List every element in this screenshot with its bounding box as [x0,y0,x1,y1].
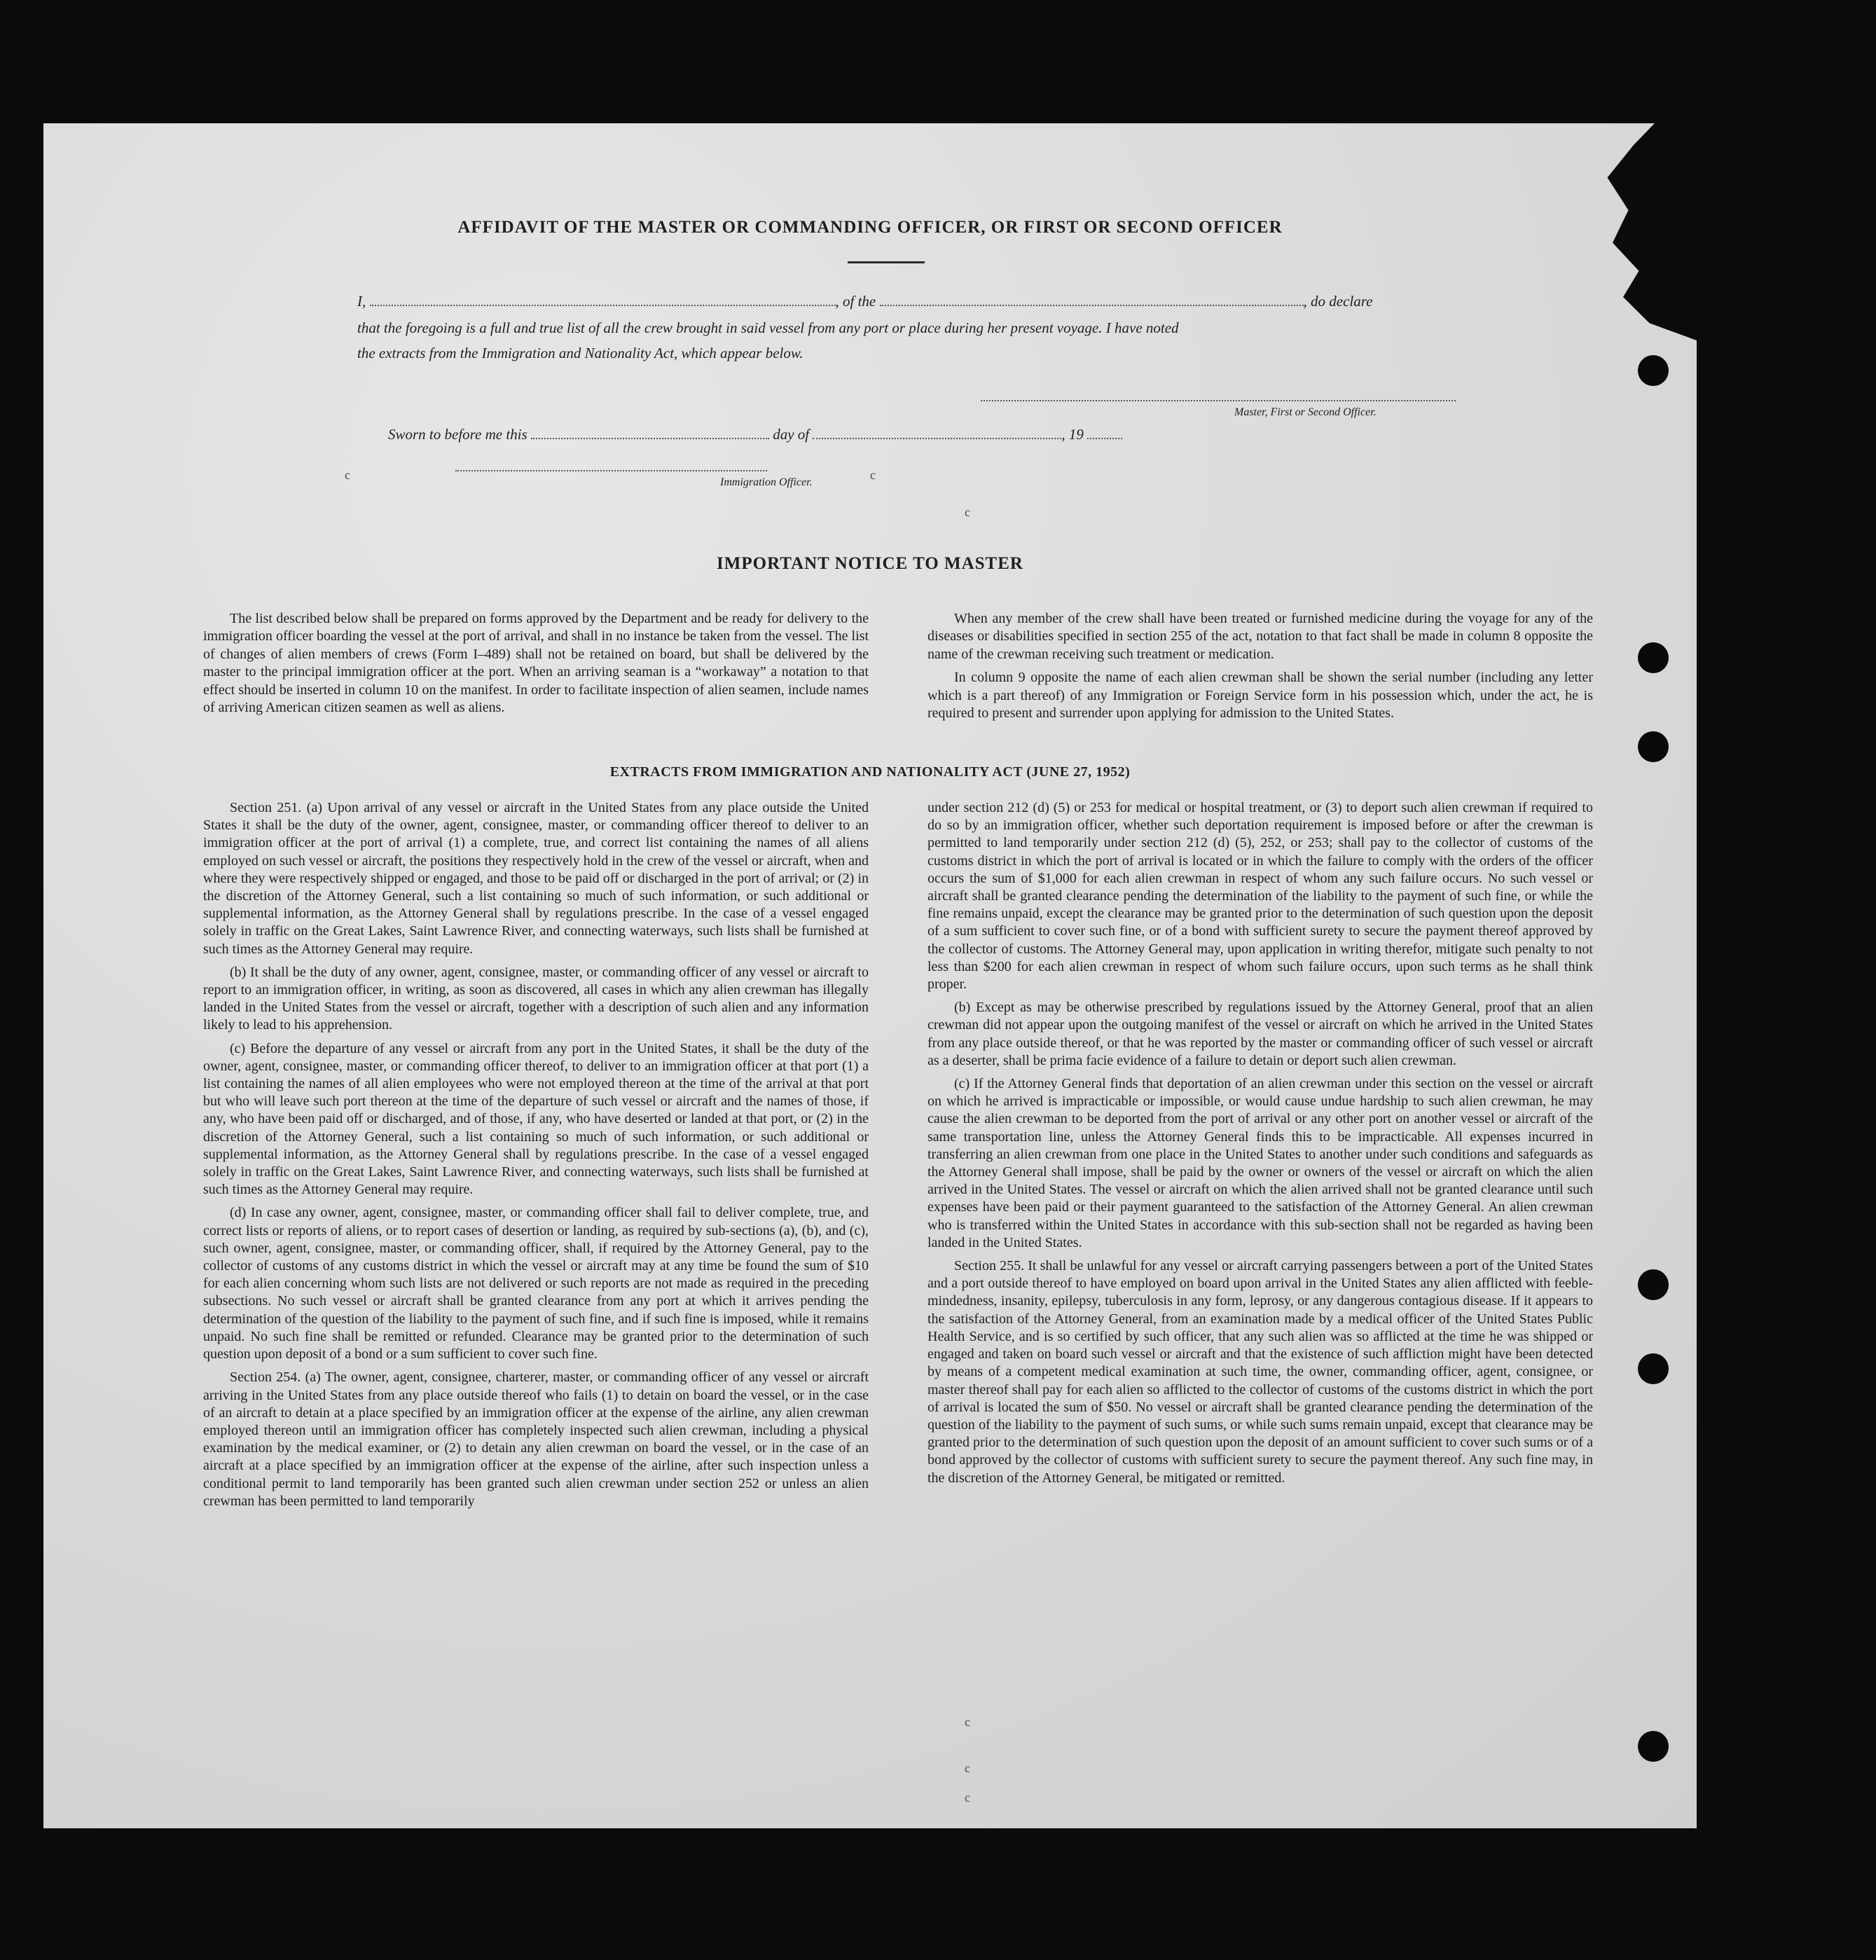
extract-section-251c: (c) Before the departure of any vessel or aircraft from any port in the United States, it shall be the duty of the owner, agent, consignee, master, or commanding officer thereof, to deliver to an immigration officer at that port (1) a list containing the names of all alien employees who were not employed thereon at the time of the arrival at that port but who will leave such port thereon at the time of the departure of such vessel or aircraft and the names of those, if any, who have been paid off or discharged, and of those, if any, who have deserted or landed at that port, or (2) in the discretion of the Attorney General, such a list containing so much of such information, or such additional or supplemental information, as the Attorney General shall by regulations prescribe. In the case of a vessel engaged solely in traffic on the Great Lakes, Saint Lawrence River, and connecting waterways, such lists shall be furnished at such times as the Attorney General may require. [203,1040,869,1198]
declaration-line [357,293,1506,310]
declaration-text-2: that the foregoing is a full and true list of all the crew brought in said vessel from any port or place during her present voyage. I have noted [357,319,1179,336]
extracts-title: EXTRACTS FROM IMMIGRATION AND NATIONALITY ACT (JUNE 27, 1952) [609,764,1131,780]
bleed-mark: c [965,505,970,519]
bleed-mark: c [345,468,350,482]
notice-left-paragraph: The list described below shall be prepared on forms approved by the Department and be ready for delivery to the immigration officer boarding the vessel at the port of arrival, and shall in no instance be taken from the vessel. The list of changes of alien members of crews (Form I–489) shall not be retained on board, but shall be delivered by the master to the principal immigration officer at the port. When an arriving seaman is a “workaway” a notation to that effect should be inserted in column 10 on the manifest. In order to facilitate inspection of alien seamen, include names of arriving American citizen seamen as well as aliens. [203,611,869,716]
officer-signature-field[interactable] [455,470,767,471]
binder-hole [1638,731,1669,762]
vessel-name-field[interactable] [880,295,1304,306]
declarant-name-field[interactable] [370,295,836,306]
bleed-mark: c [965,1761,970,1775]
declare-label: , do declare [1303,293,1373,310]
notice-title: IMPORTANT NOTICE TO MASTER [717,554,1023,573]
notice-right-paragraph-2: In column 9 opposite the name of each alien crewman shall be shown the serial number (including any letter which is a part thereof) of any Immigration or Foreign Service form in his possession which, under the act, he is required to present and surrender upon applying for admission to the United States. [927,670,1593,722]
declarant-label: I, [357,293,366,310]
extracts-right-column [927,799,1593,1493]
sworn-month-field[interactable] [813,428,1061,439]
notice-right-column [927,610,1593,728]
extract-section-251a: Section 251. (a) Upon arrival of any vessel or aircraft in the United States from any place outside the United States it shall be the duty of the owner, agent, consignee, master, or commanding officer thereof to deliver to an immigration officer at the port of arrival (1) a complete, true, and correct list containing the names of all aliens employed on such vessel or aircraft, the positions they respectively hold in the crew of the vessel or aircraft, when and where they were respectively shipped or engaged, and those to be paid off or discharged in the port of arrival; or (2) in the discretion of the Attorney General, such a list containing so much of such information, or such additional or supplemental information, as the Attorney General shall by regulations prescribe. In the case of a vessel engaged solely in traffic on the Great Lakes, Saint Lawrence River, and connecting waterways, such lists shall be furnished at such times as the Attorney General may require. [203,800,869,957]
affidavit-title: AFFIDAVIT OF THE MASTER OR COMMANDING OFFICER, OR FIRST OR SECOND OFFICER [457,218,1283,237]
notice-right-paragraph-1: When any member of the crew shall have been treated or furnished medicine during the voyage for any of the diseases or disabilities specified in section 255 of the act, notation to that fact shall be made in column 8 opposite the name of the crewman receiving such treatment or medication. [927,611,1593,662]
sworn-day-of-label: day of [773,426,810,443]
binder-hole [1638,642,1669,673]
master-caption: Master, First or Second Officer. [1234,406,1377,418]
binder-hole [1638,355,1669,386]
binder-hole [1638,1269,1669,1300]
extract-section-254a-continued: under section 212 (d) (5) or 253 for medical or hospital treatment, or (3) to deport such alien crewman if required to do so by an immigration officer, whether such deportation requirement is imposed before or after the crewman is permitted to land temporarily under section 212 (d) (5), 252, or 253; shall pay to the collector of customs of the customs district in which the port of arrival is located or in which the failure to comply with the orders of the officer occurs the sum of $1,000 for each alien crewman in respect of whom any such failure occurs. No such vessel or aircraft shall be granted clearance pending the determination of the liability to the payment of such fine, or while the fine remains unpaid, except the clearance may be granted prior to the determination of such question upon the deposit of a sum sufficient to cover such fine, or of a bond with sufficient surety to secure the payment thereof approved by the collector of customs. The Attorney General may, upon application in writing therefor, mitigate such penalty to not less than $200 for each alien crewman in respect of whom such failure occurs, upon such terms as he shall think proper. [927,800,1593,993]
bleed-mark: c [965,1790,970,1804]
extract-section-255: Section 255. It shall be unlawful for any vessel or aircraft carrying passengers between a port of the United States and a port outside thereof to have employed on board upon arrival in the United States any alien afflicted with feeble-mindedness, insanity, epilepsy, tuberculosis in any form, leprosy, or any dangerous contagious disease. If it appears to the satisfaction of the Attorney General, from an examination made by a medical officer of the United States Public Health Service, and is so certified by such officer, that any such alien was so afflicted at the time he was shipped or engaged and taken on board such vessel or aircraft and that the existence of such affliction might have been detected by means of a competent medical examination at such time, the owner, commanding officer, agent, consignee, or master thereof shall pay for each alien so afflicted to the collector of customs of the customs district in which the port of arrival is located the sum of $50. No vessel or aircraft shall be granted clearance pending the determination of the question of the liability to the payment of such sums, or while such sums remain unpaid, except that clearance may be granted prior to the determination of such question upon the deposit of an amount sufficient to cover such sums or of a bond approved by the collector of customs with sufficient surety to secure the payment thereof. Any such fine may, in the discretion of the Attorney General, be mitigated or remitted. [927,1258,1593,1486]
binder-hole [1638,1731,1669,1762]
notice-left-column [203,610,869,722]
extract-section-251b: (b) It shall be the duty of any owner, agent, consignee, master, or commanding officer of any vessel or aircraft to report to an immigration officer, in writing, as soon as discovered, all cases in which any alien crewman has illegally landed in the United States from the vessel or aircraft, together with a description of such alien and any information likely to lead to his apprehension. [203,964,869,1033]
sworn-day-field[interactable] [531,428,769,439]
sworn-year-label: , 19 [1061,426,1084,443]
bleed-mark: c [870,468,876,482]
master-signature-field[interactable] [981,400,1456,401]
title-rule [848,261,925,263]
sworn-line [388,426,1229,443]
vessel-label: , of the [835,293,876,310]
bleed-mark: c [965,1715,970,1729]
extract-section-254b: (b) Except as may be otherwise prescribed by regulations issued by the Attorney General, proof that an alien crewman did not appear upon the outgoing manifest of the vessel or aircraft on which he arrived in the United States from any place outside thereof, or that he was reported by the master or commanding officer of such vessel or aircraft as a deserter, shall be prima facie evidence of a failure to detain or deport such alien crewman. [927,1000,1593,1068]
extract-section-254c: (c) If the Attorney General finds that deportation of an alien crewman under this section on the vessel or aircraft on which he arrived is impracticable or impossible, or would cause undue hardship to such alien crewman, he may cause the alien crewman to be deported from the port of arrival or any other port on another vessel or aircraft of the same transportation line, unless the Attorney General finds this to be impracticable. All expenses incurred in transferring an alien crewman from one place in the United States to another under such conditions and safeguards as the Attorney General shall impose, shall be paid by the owner or owners of the vessel or aircraft on which the alien arrived in the United States. The vessel or aircraft on which the alien arrived shall not be granted clearance until such expenses have been paid or their payment guaranteed to the satisfaction of the Attorney General. An alien crewman who is transferred within the United States in accordance with this sub-section shall not be regarded as having been landed in the United States. [927,1076,1593,1250]
officer-caption: Immigration Officer. [720,476,813,488]
sworn-year-field[interactable] [1087,428,1122,439]
document-page [43,123,1697,1828]
extract-section-251d: (d) In case any owner, agent, consignee, master, or commanding officer shall fail to deliver complete, true, and correct lists or reports of aliens, or to report cases of desertion or landing, as required by sub-sections (a), (b), and (c), such owner, agent, consignee, master, or commanding officer, shall, if required by the Attorney General, pay to the collector of customs of any customs district in which the vessel or aircraft may at any time be found the sum of $10 for each alien concerning whom such lists are not delivered or such reports are not made as required in the preceding subsections. No such vessel or aircraft shall be granted clearance from any port at which it arrives pending the determination of the question of the liability to the payment of such fine, and if such fine is imposed, while it remains unpaid. No such fine shall be remitted or refunded. Clearance may be granted prior to the determination of such question upon deposit of a bond or a sum sufficient to cover such fine. [203,1205,869,1362]
sworn-label: Sworn to before me this [388,426,527,443]
extracts-left-column [203,799,869,1516]
extract-section-254a: Section 254. (a) The owner, agent, consignee, charterer, master, or commanding officer of any vessel or aircraft arriving in the United States from any place outside thereof who fails (1) to detain on board the vessel, or in the case of an aircraft to detain at a place specified by an immigration officer at the expense of the airline, any alien crewman employed thereon until an immigration officer has completely inspected such alien crewman, including a physical examination by the medical examiner, or (2) to detain any alien crewman on board the vessel, or in the case of an aircraft at a place specified by an immigration officer at the expense of the airline, after such inspection unless a conditional permit to land temporarily has been granted such alien crewman under section 252 or unless an alien crewman has been permitted to land temporarily [203,1369,869,1509]
declaration-text-3: the extracts from the Immigration and Nationality Act, which appear below. [357,345,803,361]
binder-hole [1638,1353,1669,1384]
